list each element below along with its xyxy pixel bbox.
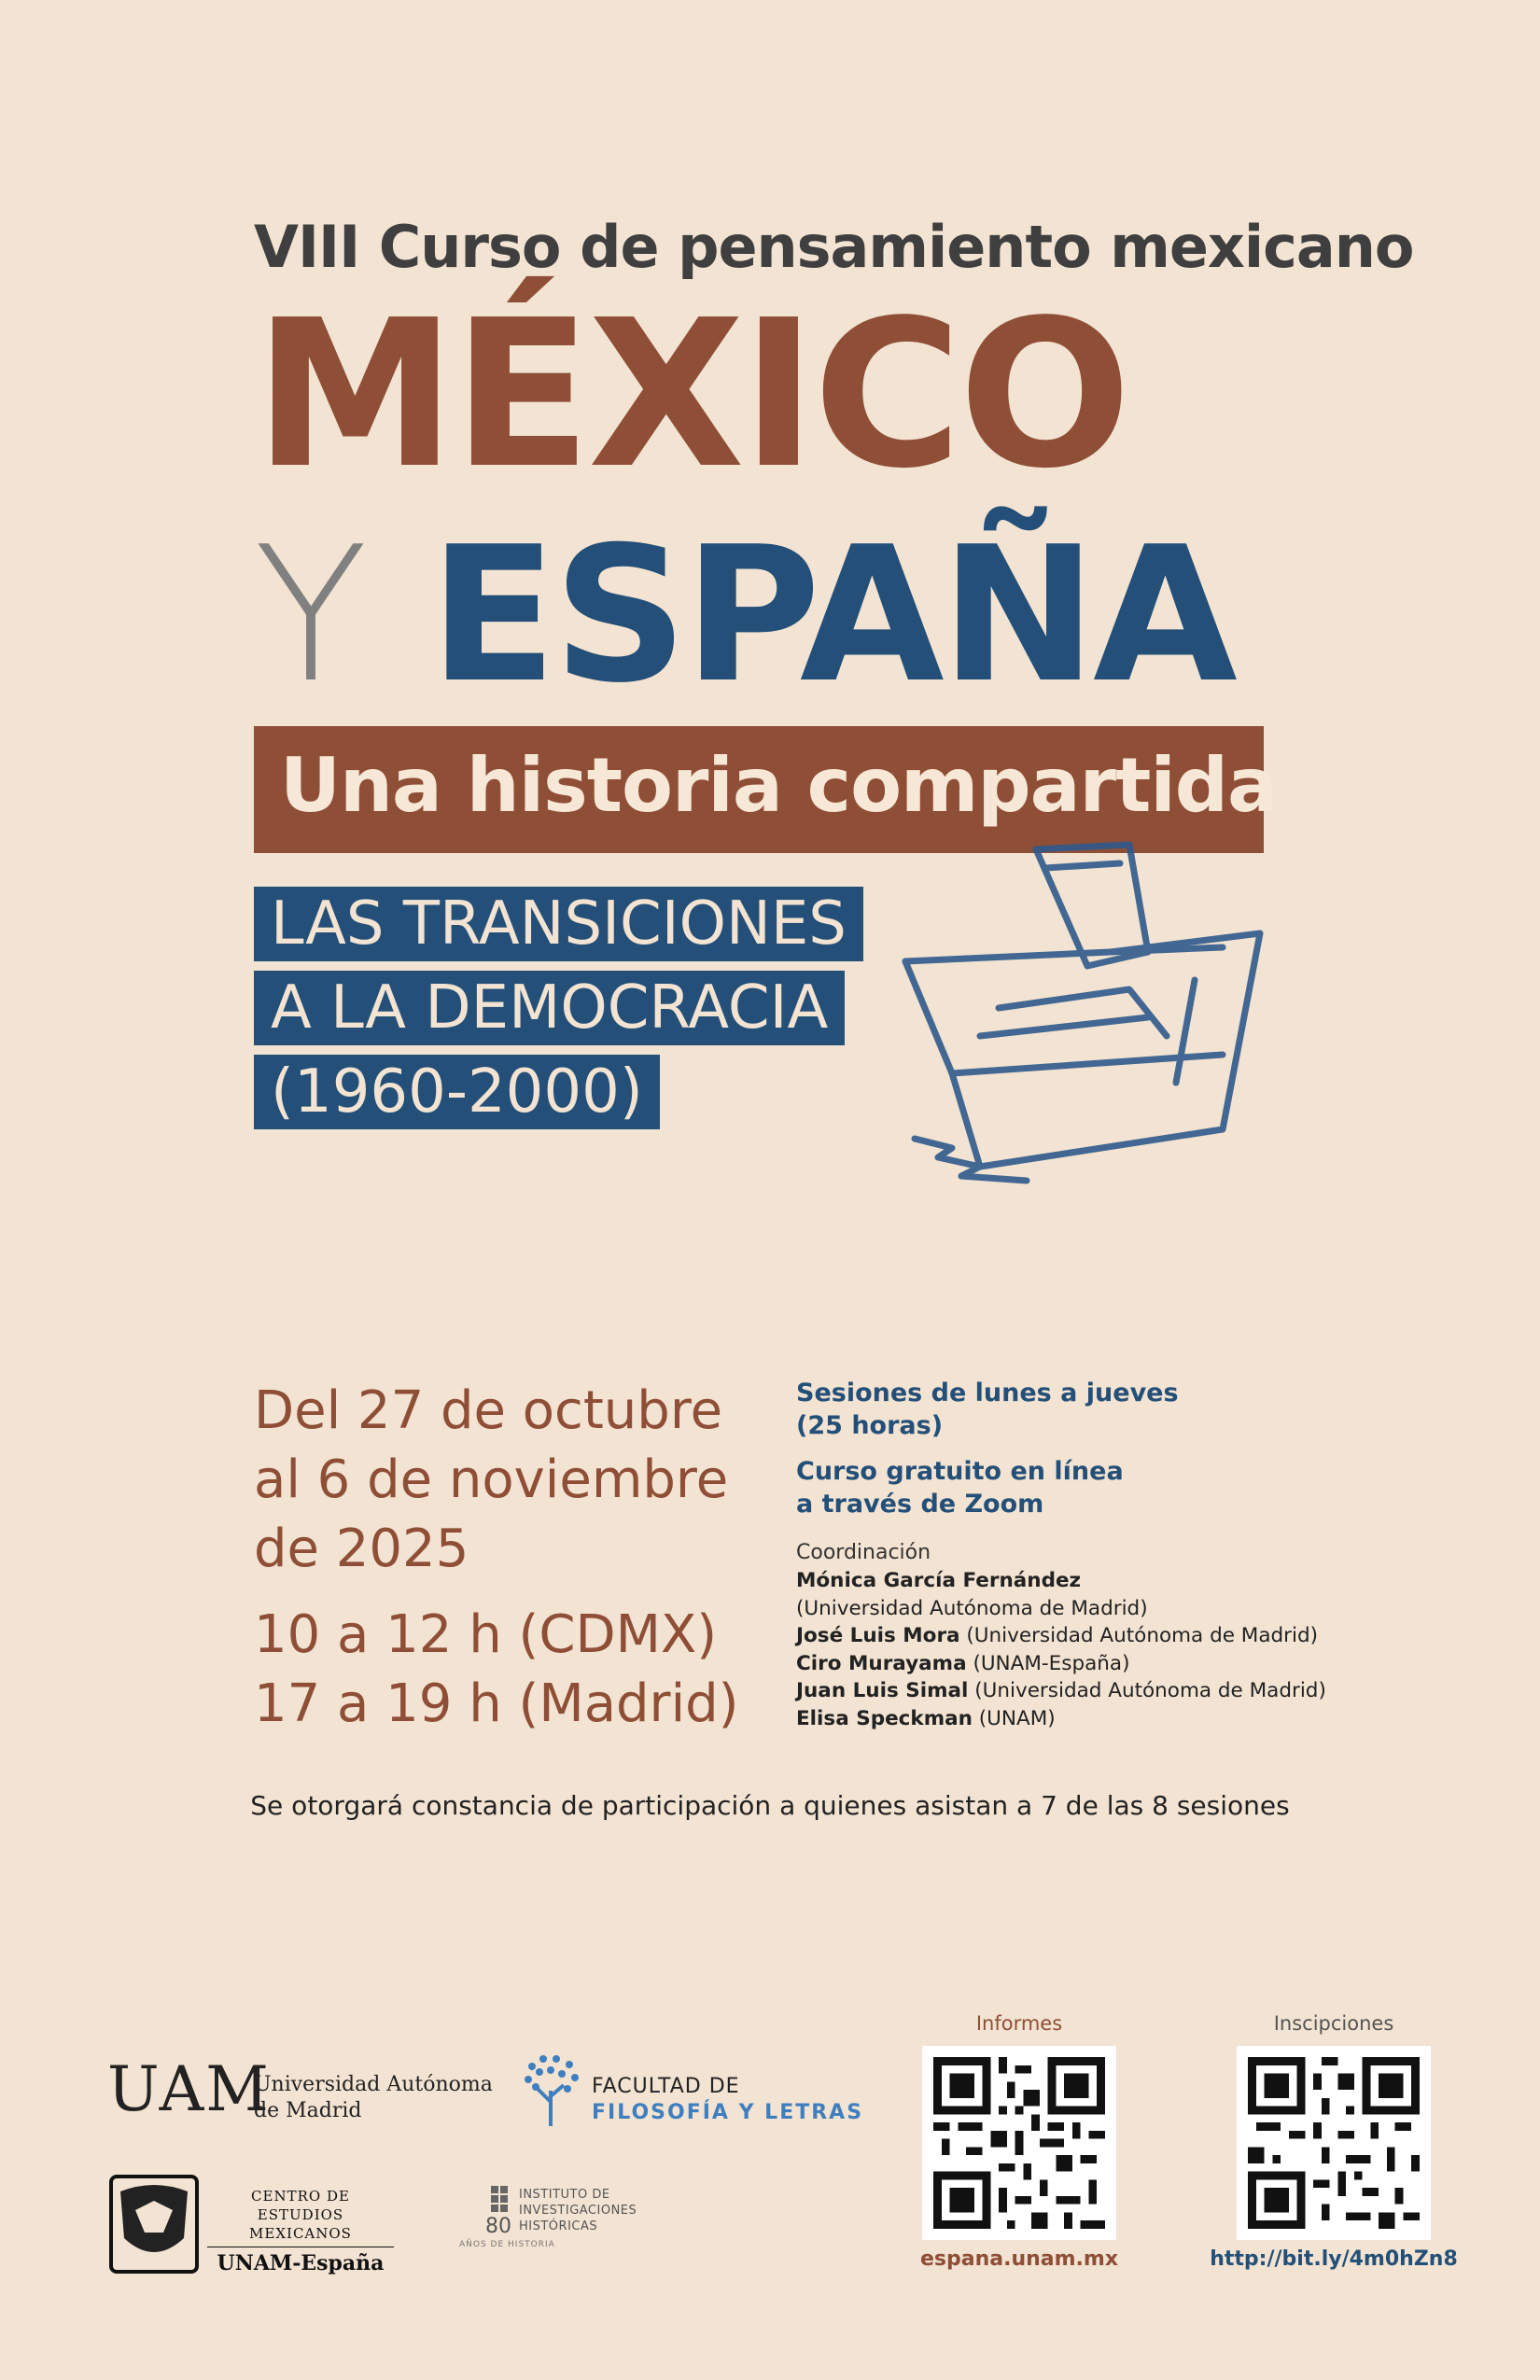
unam-seal-icon bbox=[107, 2173, 201, 2275]
informes-url[interactable]: espana.unam.mx bbox=[919, 2247, 1119, 2271]
qr-code-inscripciones[interactable] bbox=[1237, 2046, 1431, 2240]
theme-line-2: A LA DEMOCRACIA bbox=[254, 971, 845, 1045]
cem-name bbox=[207, 2187, 394, 2275]
cem-line-1: CENTRO DE ESTUDIOS bbox=[251, 2188, 350, 2223]
inscripciones-url[interactable]: http://bit.ly/4m0hZn8 bbox=[1210, 2247, 1458, 2271]
coordinator-line: Ciro Murayama (UNAM-España) bbox=[796, 1651, 1130, 1675]
ffyl-line-2: FILOSOFÍA Y LETRAS bbox=[592, 2101, 864, 2124]
ffyl-name bbox=[592, 2074, 863, 2126]
theme-line-3: (1960-2000) bbox=[254, 1055, 660, 1129]
iih-anniversary-text: AÑOS DE HISTORIA bbox=[459, 2240, 555, 2249]
dates-line-2: al 6 de noviembre bbox=[254, 1449, 729, 1510]
sessions-line-1: Sesiones de lunes a jueves bbox=[796, 1379, 1179, 1407]
coordinator-line: Juan Luis Simal (Universidad Autónoma de Madrid) bbox=[796, 1679, 1326, 1702]
uam-name-line-1: Universidad Autónoma bbox=[254, 2073, 493, 2096]
course-title: VIII Curso de pensamiento mexicano bbox=[254, 213, 1414, 281]
informes-label: Informes bbox=[975, 2012, 1063, 2035]
hours-line-2: 17 a 19 h (Madrid) bbox=[254, 1673, 739, 1734]
inscripciones-label: Inscipciones bbox=[1273, 2012, 1394, 2035]
title-espana: ESPAÑA bbox=[429, 507, 1234, 724]
ballot-box-illustration bbox=[896, 840, 1288, 1195]
ffyl-tree-icon bbox=[523, 2053, 581, 2128]
hours-line-1: 10 a 12 h (CDMX) bbox=[254, 1604, 718, 1665]
qr-code-informes[interactable] bbox=[922, 2046, 1116, 2240]
sessions-line-2: (25 horas) bbox=[796, 1411, 944, 1440]
free-course-line-2: a través de Zoom bbox=[796, 1490, 1044, 1519]
coordination-label: Coordinación bbox=[796, 1541, 931, 1564]
free-course-line-1: Curso gratuito en línea bbox=[796, 1457, 1124, 1486]
course-hours bbox=[254, 1601, 777, 1739]
ffyl-line-1: FACULTAD DE bbox=[592, 2075, 740, 2098]
uam-name bbox=[254, 2072, 493, 2124]
cem-line-2: MEXICANOS bbox=[249, 2225, 352, 2242]
iih-line-1: INSTITUTO DE bbox=[519, 2188, 610, 2202]
iih-name bbox=[519, 2187, 637, 2234]
dates-line-1: Del 27 de octubre bbox=[254, 1380, 723, 1441]
iih-line-3: HISTÓRICAS bbox=[519, 2219, 598, 2233]
coordinator-line: Elisa Speckman (UNAM) bbox=[796, 1706, 1056, 1730]
qr-pattern-informes bbox=[933, 2057, 1105, 2229]
subtitle: Una historia compartida bbox=[280, 742, 1278, 829]
uam-name-line-2: de Madrid bbox=[254, 2099, 362, 2122]
theme-line-1: LAS TRANSICIONES bbox=[254, 887, 863, 961]
uam-logo: UAM bbox=[107, 2053, 271, 2125]
coordinator-line: José Luis Mora (Universidad Autónoma de Madrid) bbox=[796, 1624, 1318, 1647]
iih-anniversary-number: 80 bbox=[485, 2215, 511, 2238]
coordinator-line: Mónica García Fernández bbox=[796, 1569, 1082, 1592]
coordinator-line: (Universidad Autónoma de Madrid) bbox=[796, 1596, 1148, 1620]
cem-line-3: UNAM-España bbox=[207, 2247, 394, 2275]
qr-pattern-inscripciones bbox=[1248, 2057, 1420, 2229]
title-y: Y bbox=[254, 507, 369, 724]
dates-line-3: de 2025 bbox=[254, 1519, 469, 1579]
certificate-note: Se otorgará constancia de participación a quienes asistan a 7 de las 8 sesiones bbox=[250, 1790, 1290, 1821]
info-column bbox=[796, 1377, 1326, 1732]
title-mexico: MÉXICO bbox=[254, 277, 1128, 513]
iih-line-2: INVESTIGACIONES bbox=[519, 2204, 637, 2218]
course-dates bbox=[254, 1377, 777, 1584]
